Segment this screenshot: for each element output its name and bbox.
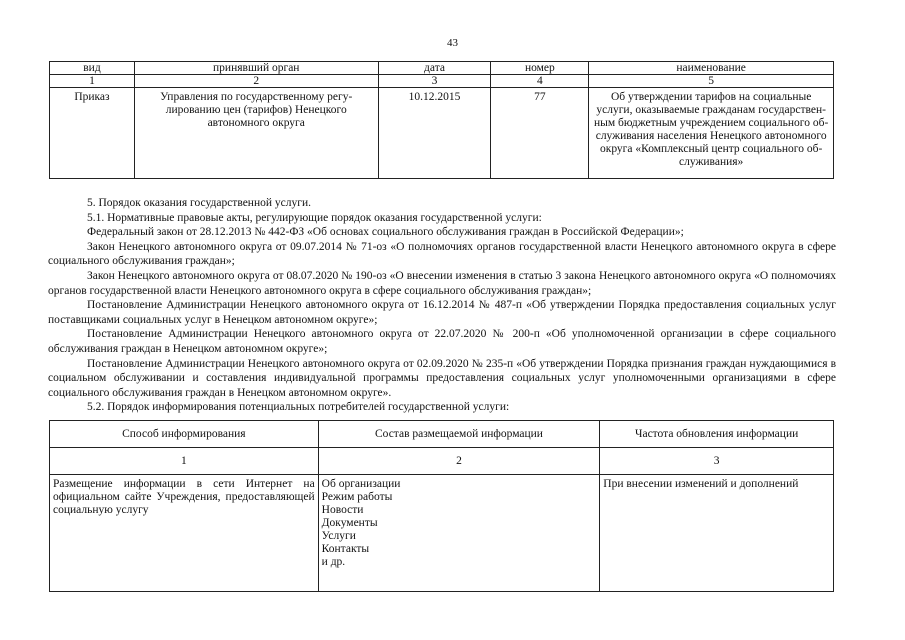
column-number: 4 <box>491 75 589 88</box>
header-cell: вид <box>50 62 135 75</box>
information-table <box>49 420 834 592</box>
column-number: 5 <box>589 75 834 88</box>
legal-act-item: Постановление Администрации Ненецкого автономного округа от 22.07.2020 № 200-п «Об уполномоченной организации в сфере социального обслуживания граждан в Ненецком автономном округе»; <box>48 328 836 355</box>
column-number: 2 <box>134 75 378 88</box>
header-cell: принявший орган <box>134 62 378 75</box>
table-row <box>50 475 834 592</box>
column-number: 2 <box>318 448 600 475</box>
authority-line: Управления по государственному регу- <box>160 91 353 103</box>
header-cell: Способ информирования <box>50 421 319 448</box>
act-authority <box>134 88 378 179</box>
table-header-row <box>50 62 834 75</box>
info-method: Размещение информации в сети Интернет на официальном сайте Учреждения, предоставляющей социальную услугу <box>50 475 319 592</box>
column-number: 1 <box>50 75 135 88</box>
authority-line: лированию цен (тарифов) Ненецкого <box>165 104 347 116</box>
act-date: 10.12.2015 <box>378 88 491 179</box>
content-item: Услуги <box>321 530 356 542</box>
act-type: Приказ <box>50 88 135 179</box>
act-title <box>589 88 834 179</box>
content-item: Режим работы <box>321 491 393 503</box>
page-number: 43 <box>447 37 458 49</box>
header-cell: Состав размещаемой информации <box>318 421 600 448</box>
title-line: служивания населения Ненецкого автономного <box>595 130 827 142</box>
content-item: Документы <box>321 517 378 529</box>
legal-act-item: Постановление Администрации Ненецкого автономного округа от 02.09.2020 № 235-п «Об утверждении Порядка признания граждан нуждающимися в социальном обслуживании и составления индивидуальной программы предоставления социальных услуг уполномоченными организациями в сфере социального обслуживания граждан в Ненецком автономном округе». <box>48 357 836 399</box>
header-cell: Частота обновления информации <box>600 421 834 448</box>
table-row <box>50 88 834 179</box>
column-number-row <box>50 75 834 88</box>
title-line: услуги, оказываемые гражданам государствен- <box>596 104 826 116</box>
column-number: 1 <box>50 448 319 475</box>
column-number-row <box>50 448 834 475</box>
header-cell: номер <box>491 62 589 75</box>
title-line: Об утверждении тарифов на социальные <box>610 91 812 103</box>
authority-line: автономного округа <box>207 117 305 129</box>
legal-act-item: Постановление Администрации Ненецкого автономного округа от 16.12.2014 № 487-п «Об утверждении Порядка предоставления социальных услуг поставщиками социальных услуг в Ненецком автономном округе»; <box>48 299 836 326</box>
subsection-heading: 5.2. Порядок информирования потенциальных потребителей государственной услуги: <box>87 401 510 414</box>
title-line: ным бюджетным учреждением социального об- <box>594 117 829 129</box>
section-heading: 5. Порядок оказания государственной услуги. <box>87 197 311 209</box>
info-contents <box>318 475 600 592</box>
title-line: округа «Комплексный центр социального об- <box>600 143 823 155</box>
content-item: Об организации <box>321 478 401 490</box>
column-number: 3 <box>378 75 491 88</box>
content-item: и др. <box>321 556 346 568</box>
info-frequency: При внесении изменений и дополнений <box>600 475 834 592</box>
header-cell: дата <box>378 62 491 75</box>
subsection-heading: 5.1. Нормативные правовые акты, регулирующие порядок оказания государственной услуги: <box>87 211 542 224</box>
legal-act-item: Закон Ненецкого автономного округа от 09.07.2014 № 71-оз «О полномочиях органов государственной власти Ненецкого автономного округа в сфере социального обслуживания граждан»; <box>48 240 836 268</box>
title-line: служивания» <box>679 156 744 168</box>
legal-act-item: Федеральный закон от 28.12.2013 № 442-ФЗ «Об основах социального обслуживания граждан в Российской Федерации»; <box>87 226 684 239</box>
legal-act-table <box>49 61 834 179</box>
act-number: 77 <box>491 88 589 179</box>
content-item: Новости <box>321 504 364 516</box>
legal-act-item: Закон Ненецкого автономного округа от 08.07.2020 № 190-оз «О внесении изменения в статью 3 закона Ненецкого автономного округа «О полномочиях органов государственной власти Ненецкого автономного округа в сфере социального обслуживания граждан»; <box>48 269 836 297</box>
column-number: 3 <box>600 448 834 475</box>
content-item: Контакты <box>321 543 370 555</box>
header-cell: наименование <box>589 62 834 75</box>
section-text <box>48 196 836 415</box>
table-header-row <box>50 421 834 448</box>
